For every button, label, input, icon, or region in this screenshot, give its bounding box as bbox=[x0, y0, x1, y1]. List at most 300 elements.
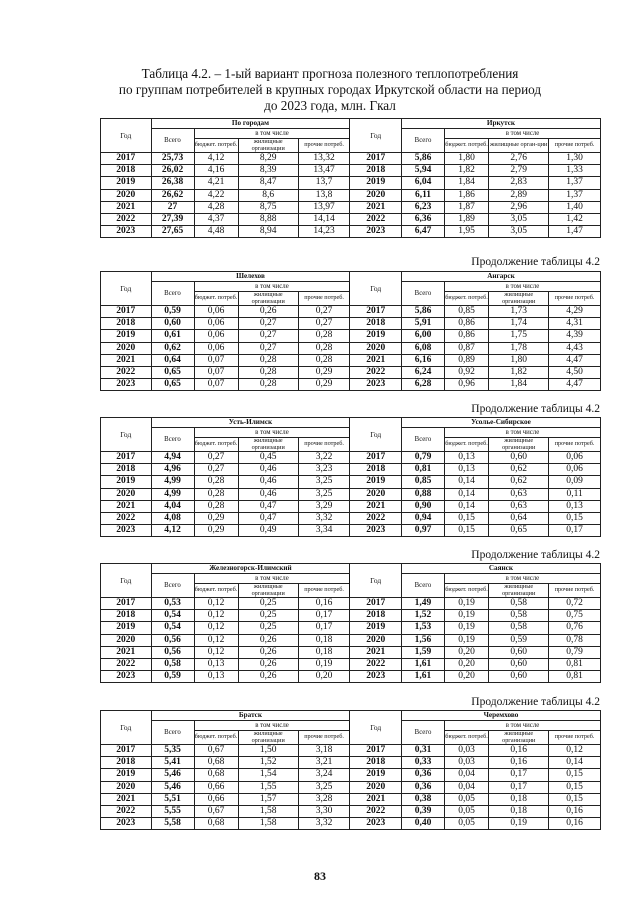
table-row bbox=[101, 189, 601, 201]
total-cell: 26,62 bbox=[151, 189, 194, 201]
other-header: прочие потреб. bbox=[298, 584, 350, 598]
budget-cell: 0,92 bbox=[445, 366, 489, 378]
housing-cell: 0,60 bbox=[489, 452, 549, 464]
total-cell: 4,99 bbox=[151, 476, 194, 488]
total-header: Всего bbox=[151, 129, 194, 153]
other-cell: 0,76 bbox=[549, 622, 601, 634]
other-cell: 0,12 bbox=[549, 745, 601, 757]
budget-cell: 0,12 bbox=[194, 598, 238, 610]
year-cell: 2023 bbox=[101, 818, 152, 830]
other-header: прочие потреб. bbox=[298, 139, 350, 153]
year-cell: 2017 bbox=[101, 745, 152, 757]
total-cell: 27,65 bbox=[151, 226, 194, 238]
housing-cell: 8,75 bbox=[238, 201, 298, 213]
table-row bbox=[101, 306, 601, 318]
other-cell: 0,27 bbox=[298, 318, 350, 330]
year-cell: 2018 bbox=[350, 610, 402, 622]
total-cell: 1,52 bbox=[401, 610, 444, 622]
budget-cell: 0,12 bbox=[194, 634, 238, 646]
city-name: Железногорск-Илимский bbox=[151, 564, 350, 574]
housing-cell: 0,45 bbox=[238, 452, 298, 464]
year-cell: 2021 bbox=[350, 201, 402, 213]
total-cell: 0,65 bbox=[151, 366, 194, 378]
year-cell: 2019 bbox=[350, 622, 402, 634]
table-row bbox=[101, 658, 601, 670]
year-cell: 2018 bbox=[350, 757, 402, 769]
table-row bbox=[101, 757, 601, 769]
table-title-line-1: Таблица 4.2. – 1-ый вариант прогноза полезного теплопотребления bbox=[141, 66, 519, 81]
other-cell: 0,78 bbox=[549, 634, 601, 646]
budget-cell: 0,13 bbox=[194, 658, 238, 670]
budget-cell: 1,95 bbox=[445, 226, 489, 238]
budget-header: бюджет. потреб. bbox=[445, 139, 489, 153]
other-cell: 0,28 bbox=[298, 354, 350, 366]
budget-cell: 0,68 bbox=[194, 818, 238, 830]
housing-cell: 0,60 bbox=[489, 646, 549, 658]
data-table bbox=[100, 563, 601, 683]
total-cell: 26,38 bbox=[151, 177, 194, 189]
header-row bbox=[101, 119, 601, 129]
header-row bbox=[101, 418, 601, 428]
total-cell: 0,31 bbox=[402, 745, 445, 757]
budget-cell: 0,07 bbox=[194, 379, 238, 391]
including-header: в том числе bbox=[194, 721, 350, 731]
budget-cell: 4,16 bbox=[194, 165, 238, 177]
total-header: Всего bbox=[402, 282, 445, 306]
other-cell: 1,30 bbox=[549, 153, 601, 165]
housing-cell: 0,46 bbox=[238, 464, 298, 476]
total-cell: 5,55 bbox=[151, 805, 194, 817]
year-cell: 2021 bbox=[101, 354, 152, 366]
total-cell: 6,36 bbox=[402, 213, 445, 225]
housing-cell: 2,76 bbox=[489, 153, 549, 165]
housing-cell: 0,63 bbox=[489, 488, 549, 500]
total-cell: 1,56 bbox=[401, 634, 444, 646]
other-cell: 0,29 bbox=[298, 379, 350, 391]
housing-cell: 0,63 bbox=[489, 500, 549, 512]
year-cell: 2021 bbox=[101, 793, 152, 805]
total-cell: 0,36 bbox=[402, 781, 445, 793]
budget-cell: 0,19 bbox=[444, 622, 488, 634]
other-cell: 0,29 bbox=[298, 366, 350, 378]
total-cell: 6,23 bbox=[402, 201, 445, 213]
including-header: в том числе bbox=[194, 129, 350, 139]
including-header: в том числе bbox=[194, 574, 350, 584]
other-header: прочие потреб. bbox=[549, 139, 601, 153]
including-header: в том числе bbox=[445, 721, 601, 731]
other-cell: 4,29 bbox=[549, 306, 601, 318]
year-cell: 2022 bbox=[350, 366, 402, 378]
table-row bbox=[101, 464, 601, 476]
total-cell: 0,88 bbox=[402, 488, 445, 500]
including-header: в том числе bbox=[445, 129, 601, 139]
housing-cell: 1,58 bbox=[238, 818, 298, 830]
year-cell: 2018 bbox=[101, 757, 152, 769]
total-cell: 5,35 bbox=[151, 745, 194, 757]
other-header: прочие потреб. bbox=[549, 292, 601, 306]
city-name: Саянск bbox=[401, 564, 600, 574]
total-cell: 5,46 bbox=[151, 781, 194, 793]
budget-cell: 0,14 bbox=[445, 476, 489, 488]
other-cell: 4,39 bbox=[549, 330, 601, 342]
table-row bbox=[101, 525, 601, 537]
table-row bbox=[101, 201, 601, 213]
year-cell: 2020 bbox=[101, 488, 152, 500]
year-cell: 2023 bbox=[101, 379, 152, 391]
housing-cell: 8,6 bbox=[238, 189, 298, 201]
year-cell: 2017 bbox=[350, 598, 402, 610]
total-cell: 6,24 bbox=[402, 366, 445, 378]
city-name: Ангарск bbox=[402, 272, 601, 282]
total-header: Всего bbox=[151, 282, 194, 306]
total-cell: 0,59 bbox=[151, 671, 194, 683]
other-cell: 3,25 bbox=[298, 488, 350, 500]
continuation-label: Продолжение таблицы 4.2 bbox=[471, 256, 600, 268]
total-cell: 0,54 bbox=[151, 610, 194, 622]
year-cell: 2020 bbox=[101, 781, 152, 793]
other-cell: 1,37 bbox=[549, 189, 601, 201]
other-header: прочие потреб. bbox=[549, 584, 601, 598]
year-cell: 2019 bbox=[350, 177, 402, 189]
total-cell: 5,94 bbox=[402, 165, 445, 177]
other-header: прочие потреб. bbox=[298, 731, 350, 745]
other-cell: 3,25 bbox=[298, 476, 350, 488]
data-table bbox=[100, 417, 601, 537]
housing-header: жилищные организации bbox=[489, 292, 549, 306]
total-cell: 0,56 bbox=[151, 634, 194, 646]
year-cell: 2018 bbox=[101, 610, 152, 622]
total-cell: 6,28 bbox=[402, 379, 445, 391]
budget-cell: 0,20 bbox=[444, 671, 488, 683]
total-cell: 0,40 bbox=[402, 818, 445, 830]
year-cell: 2021 bbox=[101, 500, 152, 512]
other-cell: 4,50 bbox=[549, 366, 601, 378]
housing-cell: 8,29 bbox=[238, 153, 298, 165]
housing-cell: 1,52 bbox=[238, 757, 298, 769]
table-row bbox=[101, 318, 601, 330]
housing-cell: 0,27 bbox=[238, 342, 298, 354]
budget-cell: 0,12 bbox=[194, 646, 238, 658]
budget-cell: 0,67 bbox=[194, 745, 238, 757]
housing-cell: 1,54 bbox=[238, 769, 298, 781]
total-cell: 0,36 bbox=[402, 769, 445, 781]
including-header: в том числе bbox=[194, 428, 350, 438]
total-cell: 6,11 bbox=[402, 189, 445, 201]
other-cell: 3,28 bbox=[298, 793, 350, 805]
year-cell: 2019 bbox=[101, 769, 152, 781]
budget-cell: 0,86 bbox=[445, 318, 489, 330]
housing-cell: 0,18 bbox=[489, 793, 549, 805]
housing-cell: 1,73 bbox=[489, 306, 549, 318]
other-cell: 3,24 bbox=[298, 769, 350, 781]
budget-cell: 0,20 bbox=[444, 658, 488, 670]
housing-cell: 0,60 bbox=[489, 658, 549, 670]
other-cell: 0,09 bbox=[549, 476, 601, 488]
budget-cell: 0,19 bbox=[444, 634, 488, 646]
table-row bbox=[101, 622, 601, 634]
housing-header: жилищные организации bbox=[489, 731, 549, 745]
total-cell: 27 bbox=[151, 201, 194, 213]
budget-cell: 1,84 bbox=[445, 177, 489, 189]
city-name: Черемхово bbox=[402, 711, 601, 721]
budget-header: бюджет. потреб. bbox=[194, 731, 238, 745]
table-row bbox=[101, 818, 601, 830]
budget-cell: 0,28 bbox=[194, 488, 238, 500]
table-row bbox=[101, 177, 601, 189]
budget-header: бюджет. потреб. bbox=[194, 292, 238, 306]
page-number: 83 bbox=[314, 869, 326, 883]
year-cell: 2017 bbox=[350, 306, 402, 318]
table-row bbox=[101, 646, 601, 658]
year-cell: 2017 bbox=[101, 153, 152, 165]
table-row bbox=[101, 598, 601, 610]
budget-cell: 4,28 bbox=[194, 201, 238, 213]
budget-cell: 4,37 bbox=[194, 213, 238, 225]
housing-header: жилищные организации bbox=[238, 731, 298, 745]
budget-cell: 0,14 bbox=[445, 488, 489, 500]
total-cell: 25,73 bbox=[151, 153, 194, 165]
housing-cell: 1,55 bbox=[238, 781, 298, 793]
total-cell: 4,12 bbox=[151, 525, 194, 537]
other-cell: 0,27 bbox=[298, 306, 350, 318]
housing-cell: 0,26 bbox=[238, 634, 298, 646]
housing-cell: 1,50 bbox=[238, 745, 298, 757]
year-cell: 2023 bbox=[101, 525, 152, 537]
total-cell: 6,47 bbox=[402, 226, 445, 238]
housing-cell: 0,62 bbox=[489, 464, 549, 476]
year-cell: 2023 bbox=[101, 226, 152, 238]
housing-cell: 8,88 bbox=[238, 213, 298, 225]
budget-cell: 0,03 bbox=[445, 757, 489, 769]
other-cell: 0,72 bbox=[549, 598, 601, 610]
year-cell: 2022 bbox=[350, 213, 402, 225]
total-cell: 1,61 bbox=[401, 671, 444, 683]
total-cell: 6,16 bbox=[402, 354, 445, 366]
other-cell: 3,25 bbox=[298, 781, 350, 793]
housing-cell: 0,19 bbox=[489, 818, 549, 830]
budget-cell: 0,14 bbox=[445, 500, 489, 512]
budget-cell: 0,06 bbox=[194, 306, 238, 318]
housing-header: жилищные организации bbox=[489, 438, 549, 452]
budget-cell: 4,12 bbox=[194, 153, 238, 165]
header-row bbox=[101, 272, 601, 282]
budget-cell: 0,12 bbox=[194, 610, 238, 622]
table-row bbox=[101, 342, 601, 354]
including-header: в том числе bbox=[194, 282, 350, 292]
total-cell: 0,33 bbox=[402, 757, 445, 769]
table-title bbox=[60, 66, 600, 114]
budget-header: бюджет. потреб. bbox=[194, 438, 238, 452]
other-cell: 13,47 bbox=[298, 165, 350, 177]
other-cell: 0,16 bbox=[298, 598, 350, 610]
year-cell: 2018 bbox=[101, 464, 152, 476]
budget-cell: 0,06 bbox=[194, 342, 238, 354]
year-cell: 2019 bbox=[350, 330, 402, 342]
housing-cell: 0,26 bbox=[238, 646, 298, 658]
budget-cell: 0,19 bbox=[444, 598, 488, 610]
other-cell: 1,42 bbox=[549, 213, 601, 225]
total-cell: 0,94 bbox=[402, 512, 445, 524]
housing-cell: 0,25 bbox=[238, 610, 298, 622]
total-cell: 0,53 bbox=[151, 598, 194, 610]
budget-cell: 0,13 bbox=[445, 464, 489, 476]
total-cell: 4,08 bbox=[151, 512, 194, 524]
housing-cell: 0,17 bbox=[489, 781, 549, 793]
other-cell: 0,15 bbox=[549, 769, 601, 781]
year-cell: 2021 bbox=[350, 500, 402, 512]
year-cell: 2019 bbox=[101, 177, 152, 189]
year-cell: 2020 bbox=[101, 634, 152, 646]
total-header: Всего bbox=[151, 721, 194, 745]
budget-cell: 0,29 bbox=[194, 512, 238, 524]
housing-cell: 2,89 bbox=[489, 189, 549, 201]
budget-header: бюджет. потреб. bbox=[445, 731, 489, 745]
total-header: Всего bbox=[401, 574, 444, 598]
total-cell: 0,58 bbox=[151, 658, 194, 670]
year-cell: 2021 bbox=[350, 354, 402, 366]
year-cell: 2017 bbox=[350, 153, 402, 165]
other-header: прочие потреб. bbox=[298, 292, 350, 306]
budget-cell: 0,27 bbox=[194, 464, 238, 476]
other-cell: 3,29 bbox=[298, 500, 350, 512]
housing-header: жилищные организации bbox=[489, 584, 549, 598]
housing-cell: 0,25 bbox=[238, 598, 298, 610]
budget-cell: 4,48 bbox=[194, 226, 238, 238]
other-cell: 0,81 bbox=[549, 658, 601, 670]
other-cell: 3,32 bbox=[298, 512, 350, 524]
year-cell: 2021 bbox=[101, 201, 152, 213]
total-cell: 6,00 bbox=[402, 330, 445, 342]
other-header: прочие потреб. bbox=[549, 731, 601, 745]
total-cell: 4,04 bbox=[151, 500, 194, 512]
other-cell: 0,28 bbox=[298, 342, 350, 354]
other-cell: 3,23 bbox=[298, 464, 350, 476]
year-cell: 2019 bbox=[350, 769, 402, 781]
total-header: Всего bbox=[402, 129, 445, 153]
total-cell: 5,86 bbox=[402, 306, 445, 318]
data-table bbox=[100, 118, 601, 238]
budget-cell: 0,28 bbox=[194, 500, 238, 512]
year-cell: 2021 bbox=[350, 646, 402, 658]
housing-cell: 0,60 bbox=[489, 671, 549, 683]
year-cell: 2019 bbox=[101, 476, 152, 488]
budget-cell: 0,19 bbox=[444, 610, 488, 622]
continuation-label: Продолжение таблицы 4.2 bbox=[471, 549, 600, 561]
year-cell: 2020 bbox=[101, 189, 152, 201]
total-cell: 0,56 bbox=[151, 646, 194, 658]
budget-cell: 0,20 bbox=[444, 646, 488, 658]
other-cell: 0,17 bbox=[298, 610, 350, 622]
housing-cell: 0,59 bbox=[489, 634, 549, 646]
other-cell: 3,21 bbox=[298, 757, 350, 769]
housing-cell: 0,65 bbox=[489, 525, 549, 537]
total-header: Всего bbox=[402, 428, 445, 452]
other-cell: 0,15 bbox=[549, 781, 601, 793]
budget-cell: 0,15 bbox=[445, 512, 489, 524]
table-row bbox=[101, 366, 601, 378]
year-cell: 2022 bbox=[350, 658, 402, 670]
other-cell: 0,17 bbox=[298, 622, 350, 634]
total-cell: 27,39 bbox=[151, 213, 194, 225]
year-cell: 2020 bbox=[350, 342, 402, 354]
other-cell: 0,11 bbox=[549, 488, 601, 500]
budget-cell: 0,12 bbox=[194, 622, 238, 634]
housing-cell: 0,64 bbox=[489, 512, 549, 524]
budget-cell: 0,67 bbox=[194, 805, 238, 817]
other-cell: 3,32 bbox=[298, 818, 350, 830]
header-row bbox=[101, 564, 601, 574]
housing-cell: 0,46 bbox=[238, 476, 298, 488]
table-row bbox=[101, 213, 601, 225]
total-cell: 0,60 bbox=[151, 318, 194, 330]
housing-cell: 2,96 bbox=[489, 201, 549, 213]
year-cell: 2017 bbox=[350, 745, 402, 757]
other-cell: 1,47 bbox=[549, 226, 601, 238]
table-row bbox=[101, 452, 601, 464]
budget-header: бюджет. потреб. bbox=[445, 438, 489, 452]
other-cell: 13,97 bbox=[298, 201, 350, 213]
year-header: Год bbox=[101, 119, 152, 153]
housing-cell: 0,28 bbox=[238, 354, 298, 366]
year-cell: 2020 bbox=[350, 634, 402, 646]
other-cell: 13,32 bbox=[298, 153, 350, 165]
budget-cell: 0,05 bbox=[445, 805, 489, 817]
housing-cell: 1,78 bbox=[489, 342, 549, 354]
housing-cell: 0,26 bbox=[238, 306, 298, 318]
housing-cell: 1,80 bbox=[489, 354, 549, 366]
year-header: Год bbox=[350, 418, 402, 452]
housing-cell: 0,16 bbox=[489, 757, 549, 769]
total-cell: 26,02 bbox=[151, 165, 194, 177]
other-cell: 1,33 bbox=[549, 165, 601, 177]
total-header: Всего bbox=[402, 721, 445, 745]
housing-cell: 0,26 bbox=[238, 671, 298, 683]
other-cell: 0,15 bbox=[549, 793, 601, 805]
total-cell: 0,97 bbox=[402, 525, 445, 537]
budget-cell: 1,80 bbox=[445, 153, 489, 165]
housing-cell: 0,47 bbox=[238, 512, 298, 524]
budget-cell: 4,21 bbox=[194, 177, 238, 189]
housing-cell: 2,83 bbox=[489, 177, 549, 189]
housing-cell: 3,05 bbox=[489, 213, 549, 225]
table-row bbox=[101, 781, 601, 793]
year-cell: 2018 bbox=[101, 165, 152, 177]
city-name: Шелехов bbox=[151, 272, 350, 282]
budget-header: бюджет. потреб. bbox=[445, 292, 489, 306]
other-cell: 4,43 bbox=[549, 342, 601, 354]
total-cell: 0,39 bbox=[402, 805, 445, 817]
year-cell: 2017 bbox=[350, 452, 402, 464]
other-cell: 0,16 bbox=[549, 805, 601, 817]
other-cell: 0,14 bbox=[549, 757, 601, 769]
year-cell: 2022 bbox=[350, 512, 402, 524]
housing-cell: 0,18 bbox=[489, 805, 549, 817]
other-cell: 3,22 bbox=[298, 452, 350, 464]
continuation-label: Продолжение таблицы 4.2 bbox=[471, 403, 600, 415]
year-header: Год bbox=[101, 272, 152, 306]
budget-header: бюджет. потреб. bbox=[194, 139, 238, 153]
table-row bbox=[101, 671, 601, 683]
housing-cell: 2,79 bbox=[489, 165, 549, 177]
other-cell: 0,81 bbox=[549, 671, 601, 683]
housing-header: жилищные организации bbox=[238, 584, 298, 598]
housing-cell: 1,74 bbox=[489, 318, 549, 330]
year-cell: 2017 bbox=[101, 306, 152, 318]
data-table bbox=[100, 271, 601, 391]
housing-cell: 0,28 bbox=[238, 379, 298, 391]
total-cell: 0,85 bbox=[402, 476, 445, 488]
other-cell: 1,37 bbox=[549, 177, 601, 189]
